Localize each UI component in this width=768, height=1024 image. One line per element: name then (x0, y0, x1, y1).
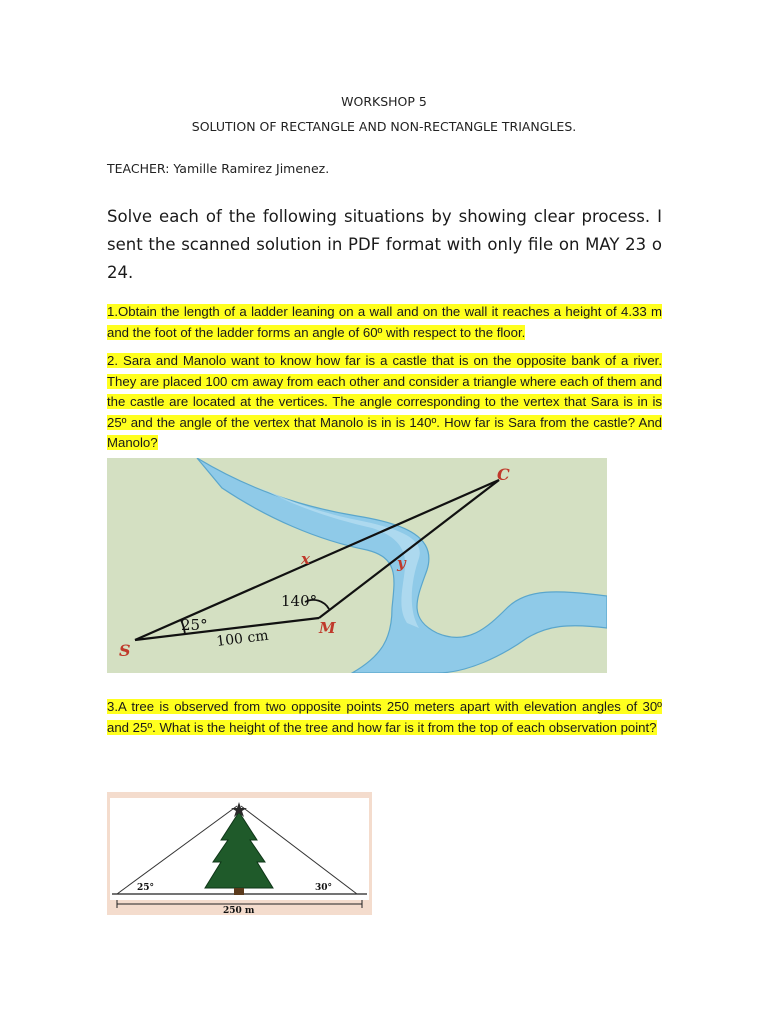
angle-m-label: 140° (281, 592, 318, 610)
workshop-subject: SOLUTION OF RECTANGLE AND NON-RECTANGLE TRIANGLES. (191, 119, 577, 134)
side-x-label: x (301, 550, 310, 568)
angle-left-label: 25° (137, 883, 155, 893)
problem-1-text: 1.Obtain the length of a ladder leaning on a wall and on the wall it reaches a height of 4.33 m and the foot of the ladder forms an angle of 60º with respect to the floor. (107, 304, 662, 340)
tree-elevation-figure (107, 792, 372, 915)
angle-s-label: 25° (181, 616, 208, 634)
problem-2 (107, 351, 662, 454)
intro-instructions: Solve each of the following situations by showing clear process. I sent the scanned solution in PDF format with only file on MAY 23 o 24. (107, 207, 662, 282)
vertex-s-label: S (119, 641, 131, 660)
workshop-title: WORKSHOP 5 (341, 94, 427, 109)
teacher-name: Yamille Ramirez Jimenez. (169, 161, 330, 176)
problem-3-text: 3.A tree is observed from two opposite points 250 meters apart with elevation angles of 30º and 25º. What is the height of the tree and how far is it from the top of each observation point? (107, 699, 662, 735)
problem-3 (107, 697, 662, 738)
angle-right-label: 30° (315, 883, 333, 893)
teacher-line (107, 161, 329, 176)
side-y-label: y (397, 554, 406, 572)
problem-1 (107, 302, 662, 343)
teacher-label: TEACHER: (107, 161, 170, 176)
vertex-c-label: C (497, 465, 510, 484)
base-length-label: 100 cm (215, 627, 270, 650)
vertex-m-label: M (319, 619, 336, 637)
distance-label: 250 m (223, 906, 255, 915)
problem-2-text: 2. Sara and Manolo want to know how far is a castle that is on the opposite bank of a river. They are placed 100 cm away from each other and consider a triangle where each of them and the castle are located at the vertices. The angle corresponding to the vertex that Sara is in is 25º and the angle of the vertex that Manolo is in is 140º. How far is Sara from the castle? And Manolo? (107, 353, 662, 450)
river-triangle-figure (107, 458, 607, 673)
